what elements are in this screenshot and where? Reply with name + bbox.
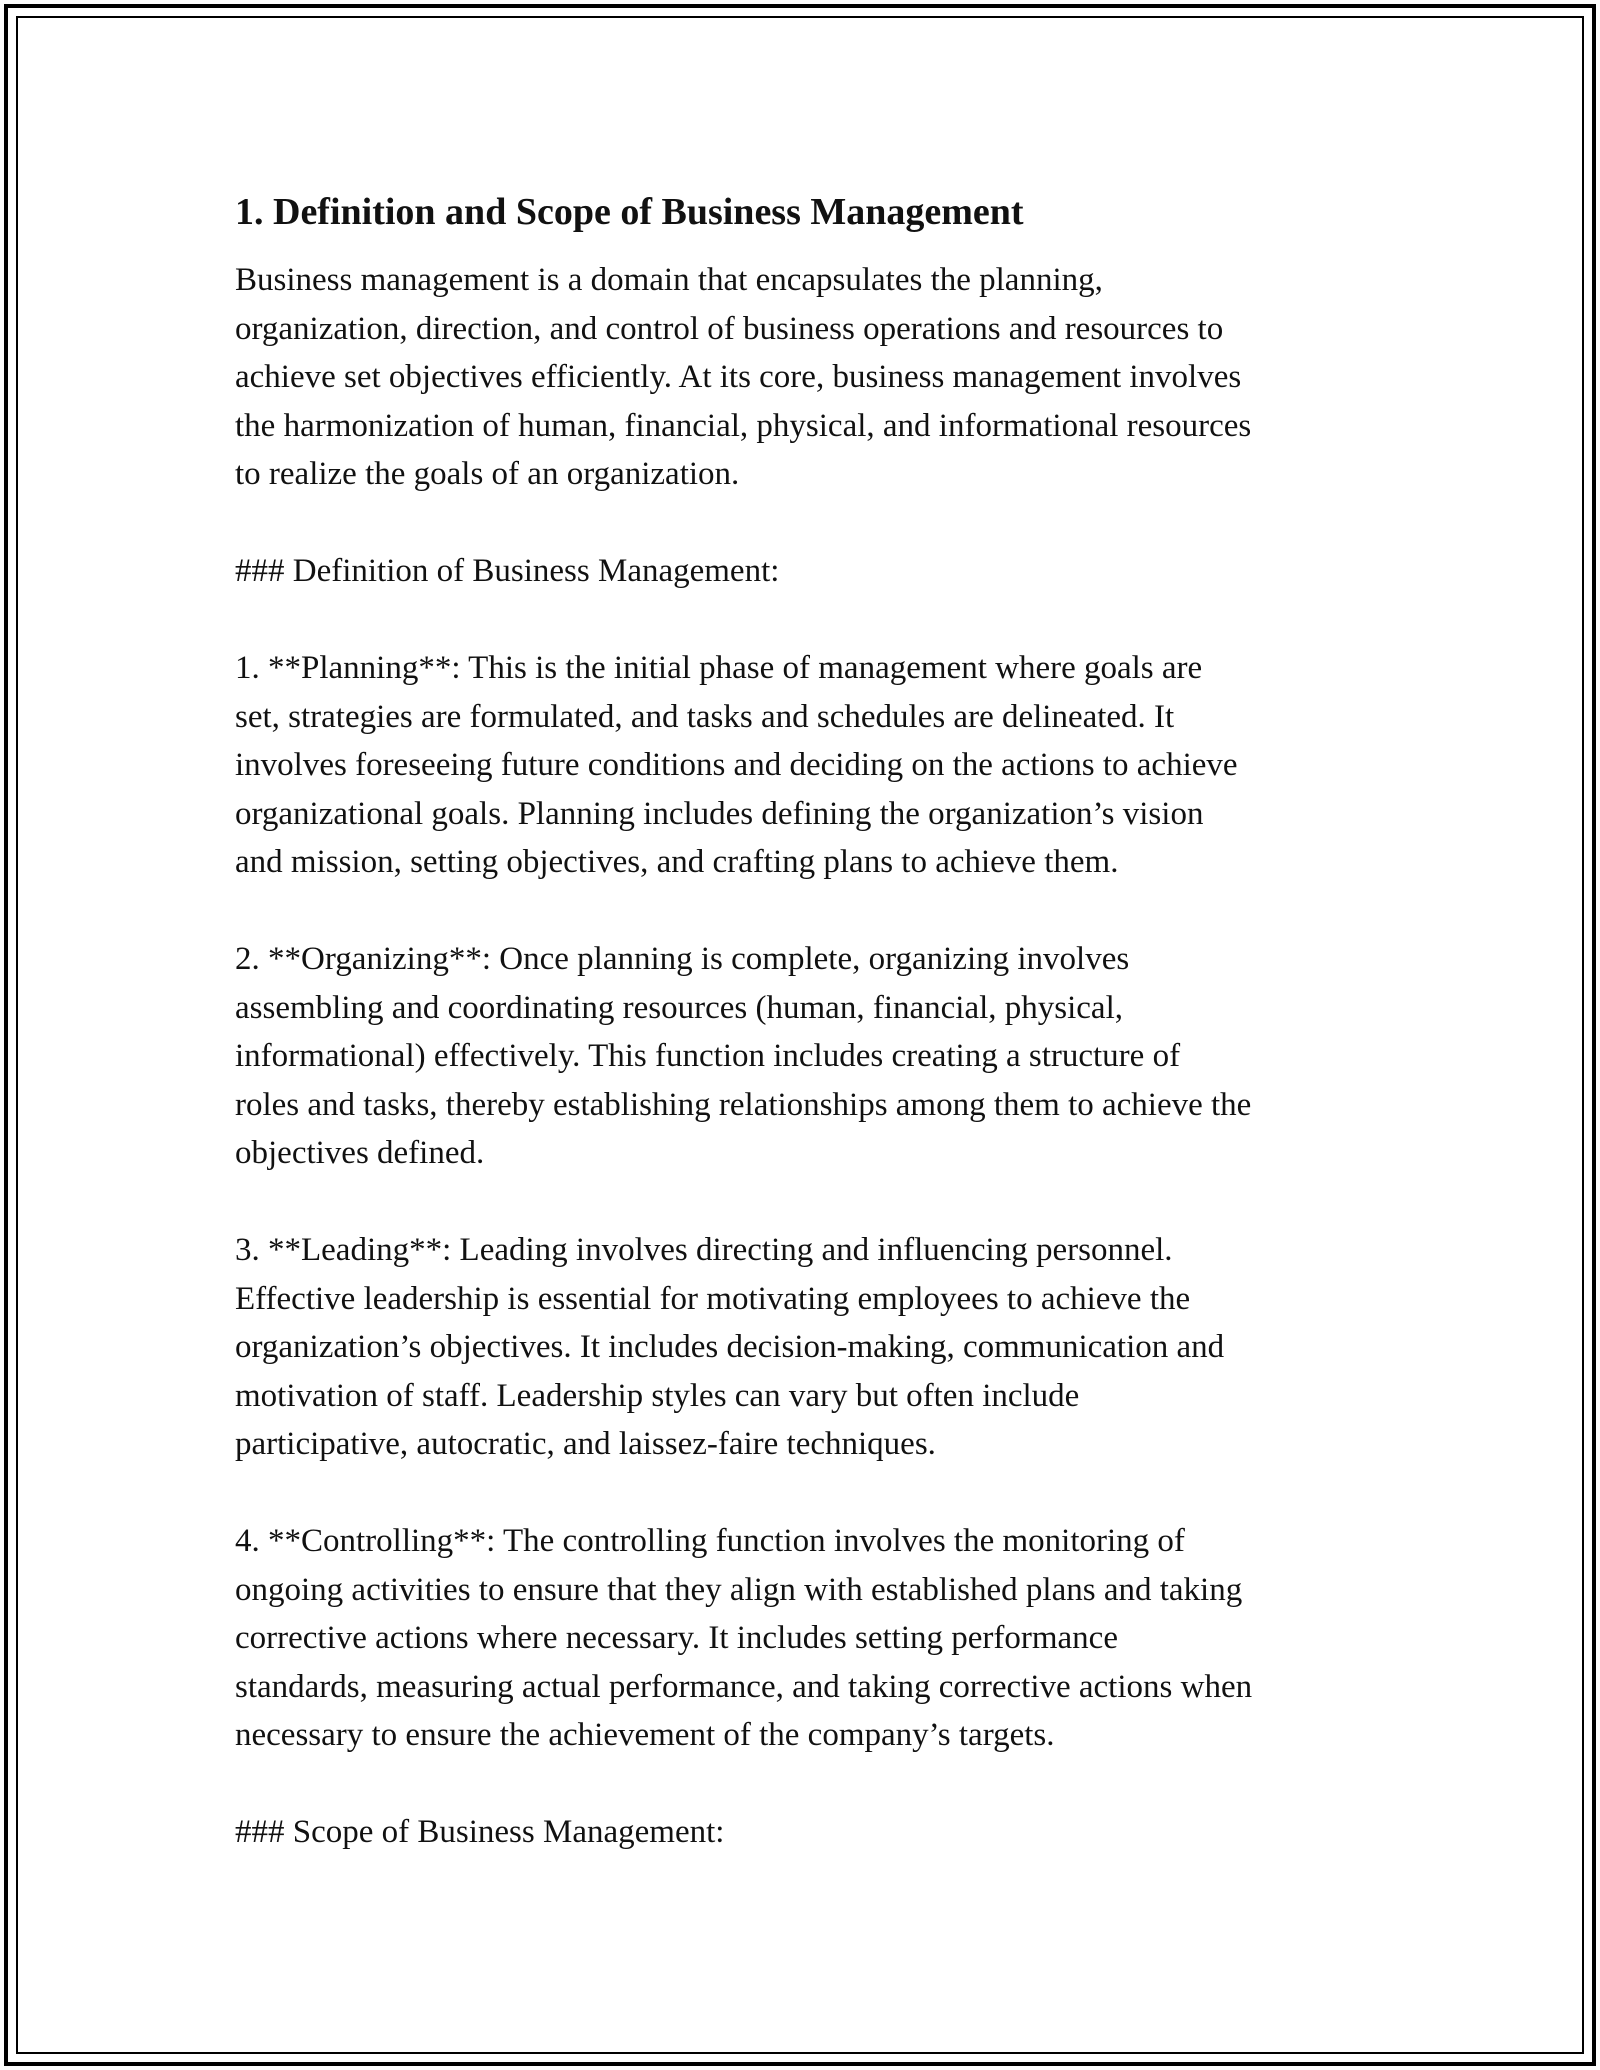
text-line: assembling and coordinating resources (human, financial, physical, [235, 989, 1123, 1026]
text-line: roles and tasks, thereby establishing relationships among them to achieve the [235, 1086, 1252, 1123]
text-line: organization’s objectives. It includes decision-making, communication and [235, 1329, 1225, 1365]
text-line: informational) effectively. This function includes creating a structure of [235, 1038, 1181, 1074]
text-line: 3. **Leading**: Leading involves directing and influencing personnel. [235, 1232, 1173, 1268]
text-line: achieve set objectives efficiently. At its core, business management involves [235, 359, 1242, 395]
text-line: to realize the goals of an organization. [235, 456, 740, 492]
text-line: objectives defined. [235, 1135, 485, 1171]
subheading-scope: ### Scope of Business Management: [235, 1814, 725, 1850]
text-line: Business management is a domain that encapsulates the planning, [235, 262, 1103, 298]
list-item-organizing [235, 935, 1375, 1178]
text-line: 4. **Controlling**: The controlling function involves the monitoring of [235, 1523, 1185, 1559]
intro-paragraph [235, 256, 1375, 499]
text-line: standards, measuring actual performance, and taking corrective actions when [235, 1668, 1253, 1705]
text-line: necessary to ensure the achievement of the company’s targets. [235, 1717, 1055, 1753]
text-line: involves foreseeing future conditions and deciding on the actions to achieve [235, 747, 1238, 783]
list-item-leading [235, 1226, 1375, 1469]
text-line: motivation of staff. Leadership styles can vary but often include [235, 1377, 1080, 1414]
text-line: corrective actions where necessary. It includes setting performance [235, 1620, 1118, 1656]
text-line: and mission, setting objectives, and crafting plans to achieve them. [235, 844, 1119, 880]
text-line: 1. **Planning**: This is the initial phase of management where goals are [235, 650, 1203, 686]
section-title: 1. Definition and Scope of Business Management [235, 191, 1024, 233]
list-item-controlling [235, 1517, 1375, 1760]
text-line: organization, direction, and control of business operations and resources to [235, 310, 1224, 347]
text-line: organizational goals. Planning includes defining the organization’s vision [235, 795, 1204, 832]
text-line: 2. **Organizing**: Once planning is complete, organizing involves [235, 941, 1130, 977]
document-body [235, 186, 1375, 1905]
text-line: Effective leadership is essential for motivating employees to achieve the [235, 1280, 1191, 1317]
subheading-definition: ### Definition of Business Management: [235, 553, 780, 589]
text-line: ongoing activities to ensure that they align with established plans and taking [235, 1571, 1243, 1608]
text-line: the harmonization of human, financial, physical, and informational resources [235, 407, 1252, 444]
text-line: participative, autocratic, and laissez-faire techniques. [235, 1426, 936, 1462]
text-line: set, strategies are formulated, and tasks and schedules are delineated. It [235, 698, 1175, 735]
list-item-planning [235, 644, 1375, 887]
